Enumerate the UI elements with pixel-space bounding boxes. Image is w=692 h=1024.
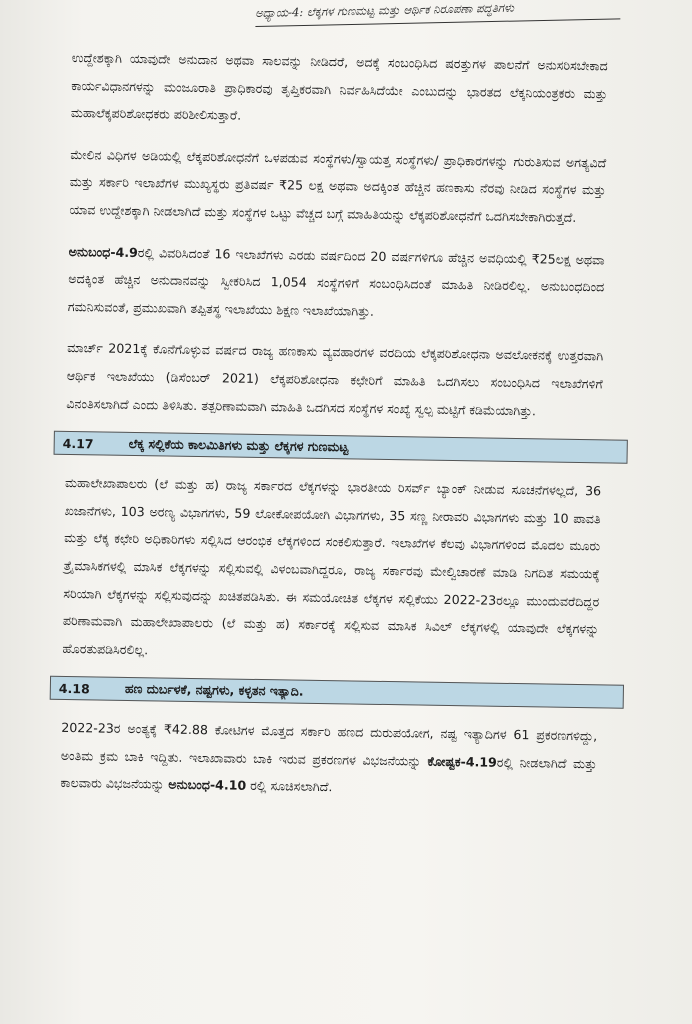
paragraph-3-text: ರಲ್ಲಿ ವಿವರಿಸಿದಂತೆ 16 ಇಲಾಖೆಗಳು ಎರಡು ವರ್ಷದಿಂದ 20 ವರ್ಷಗಳಿಗೂ ಹೆಚ್ಚಿನ ಅವಧಿಯಲ್ಲಿ ₹25ಲಕ್ಷ ಅಥವಾ ಅದಕ್ಕಿಂತ ಹೆಚ್ಚಿನ ಅನುದಾನವನ್ನು ಸ್ವೀಕರಿಸಿದ 1,054 ಸಂಸ್ಥೆಗಳಿಗೆ ಸಂಬಂಧಿಸಿದಂತೆ ಮಾಹಿತಿ ನೀಡಿರಲಿಲ್ಲ. ಅನುಬಂಧದಿಂದ ಗಮನಿಸುವಂತೆ, ಪ್ರಮುಖವಾಗಿ ತಪ್ಪಿತಸ್ಥ ಇಲಾಖೆಯು ಶಿಕ್ಷಣ ಇಲಾಖೆಯಾಗಿತ್ತು.: [67, 244, 605, 319]
section-heading-4-17: [54, 431, 628, 464]
annexure-ref-4-10: ಅನುಬಂಧ-4.10: [168, 777, 247, 794]
paragraph-6-text-a: 2022-23ರ ಅಂತ್ಯಕ್ಕೆ ₹42.88 ಕೋಟಿಗಳ ಮೊತ್ತದ ಸರ್ಕಾರಿ ಹಣದ ದುರುಪಯೋಗ, ನಷ್ಟ ಇತ್ಯಾದಿಗಳ 61 ಪ್ರಕರಣಗಳಿದ್ದು, ಅಂತಿಮ ಕ್ರಮ ಬಾಕಿ ಇದ್ದಿತು. ಇಲಾಖಾವಾರು ಬಾಕಿ ಇರುವ ಪ್ರಕರಣಗಳ ವಿಭಜನೆಯನ್ನು: [60, 720, 598, 769]
paragraph-4: ಮಾರ್ಚ್ 2021ಕ್ಕೆ ಕೊನೆಗೊಳ್ಳುವ ವರ್ಷದ ರಾಜ್ಯ ಹಣಕಾಸು ವ್ಯವಹಾರಗಳ ವರದಿಯ ಲೆಕ್ಕಪರಿಶೋಧನಾ ಅವಲೋಕನಕ್ಕೆ ಉತ್ತರವಾಗಿ ಆರ್ಥಿಕ ಇಲಾಖೆಯು (ಡಿಸೆಂಬರ್ 2021) ಲೆಕ್ಕಪರಿಶೋಧನಾ ಕಛೇರಿಗೆ ಮಾಹಿತಿ ಒದಗಿಸಲು ಸಂಬಂಧಿಸಿದ ಇಲಾಖೆಗಳಿಗೆ ವಿನಂತಿಸಲಾಗಿದೆ ಎಂದು ತಿಳಿಸಿತು. ತತ್ಪರಿಣಾಮವಾಗಿ ಮಾಹಿತಿ ಒದಗಿಸದ ಸಂಸ್ಥೆಗಳ ಸಂಖ್ಯೆ ಸ್ವಲ್ಪ ಮಟ್ಟಿಗೆ ಕಡಿಮೆಯಾಗಿತ್ತು.: [66, 340, 604, 418]
section-number: 4.18: [58, 680, 90, 697]
paragraph-2: ಮೇಲಿನ ವಿಧಿಗಳ ಅಡಿಯಲ್ಲಿ ಲೆಕ್ಕಪರಿಶೋಧನೆಗೆ ಒಳಪಡುವ ಸಂಸ್ಥೆಗಳು/ಸ್ವಾಯತ್ತ ಸಂಸ್ಥೆಗಳು/ ಪ್ರಾಧಿಕಾರಗಳನ್ನು ಗುರುತಿಸುವ ಅಗತ್ಯವಿದೆ ಮತ್ತು ಸರ್ಕಾರಿ ಇಲಾಖೆಗಳ ಮುಖ್ಯಸ್ಥರು ಪ್ರತಿವರ್ಷ ₹25 ಲಕ್ಷ ಅಥವಾ ಅದಕ್ಕಿಂತ ಹೆಚ್ಚಿನ ಹಣಕಾಸು ನೆರವು ನೀಡಿದ ಸಂಸ್ಥೆಗಳ ಮತ್ತು ಯಾವ ಉದ್ದೇಶಕ್ಕಾಗಿ ನೀಡಲಾಗಿದೆ ಮತ್ತು ಸಂಸ್ಥೆಗಳ ಒಟ್ಟು ವೆಚ್ಚದ ಬಗ್ಗೆ ಮಾಹಿತಿಯನ್ನು ಲೆಕ್ಕಪರಿಶೋಧನೆಗೆ ಒದಗಿಸಬೇಕಾಗಿರುತ್ತದೆ.: [69, 146, 607, 225]
running-header: ಅಧ್ಯಾಯ-4: ಲೆಕ್ಕಗಳ ಗುಣಮಟ್ಟ ಮತ್ತು ಆರ್ಥಿಕ ನಿರೂಪಣಾ ಪದ್ಧತಿಗಳು: [255, 0, 620, 27]
section-heading-4-18: [50, 676, 624, 709]
paragraph-5: ಮಹಾಲೇಖಾಪಾಲರು (ಲೆ ಮತ್ತು ಹ) ರಾಜ್ಯ ಸರ್ಕಾರದ ಲೆಕ್ಕಗಳನ್ನು ಭಾರತೀಯ ರಿಸರ್ವ್ ಬ್ಯಾಂಕ್ ನೀಡುವ ಸೂಚನೆಗಳಲ್ಲದೆ, 36 ಖಜಾನೆಗಳು, 103 ಅರಣ್ಯ ವಿಭಾಗಗಳು, 59 ಲೋಕೋಪಯೋಗಿ ವಿಭಾಗಗಳು, 35 ಸಣ್ಣ ನೀರಾವರಿ ವಿಭಾಗಗಳು ಮತ್ತು 10 ಪಾವತಿ ಮತ್ತು ಲೆಕ್ಕ ಕಛೇರಿ ಅಧಿಕಾರಿಗಳು ಸಲ್ಲಿಸಿದ ಆರಂಭಿಕ ಲೆಕ್ಕಗಳಿಂದ ಸಂಕಲಿಸುತ್ತಾರೆ. ಇಲಾಖೆಗಳ ಕೆಲವು ವಿಭಾಗಗಳಿಂದ ಮೊದಲ ಮೂರು ತ್ರೈಮಾಸಿಕಗಳಲ್ಲಿ ಮಾಸಿಕ ಲೆಕ್ಕಗಳನ್ನು ಸಲ್ಲಿಸುವಲ್ಲಿ ವಿಳಂಬವಾಗಿದ್ದರೂ, ರಾಜ್ಯ ಸರ್ಕಾರವು ಮೇಲ್ವಿಚಾರಣೆ ಮಾಡಿ ನಿಗದಿತ ಸಮಯಕ್ಕೆ ಸರಿಯಾಗಿ ಲೆಕ್ಕಗಳನ್ನು ಸಲ್ಲಿಸುವುದನ್ನು ಖಚಿತಪಡಿಸಿತು. ಈ ಸಮಯೋಚಿತ ಲೆಕ್ಕಗಳ ಸಲ್ಲಿಕೆಯು 2022-23ರಲ್ಲೂ ಮುಂದುವರೆದಿದ್ದರ ಪರಿಣಾಮವಾಗಿ ಮಹಾಲೇಖಾಪಾಲರು (ಲೆ ಮತ್ತು ಹ) ಸರ್ಕಾರಕ್ಕೆ ಸಲ್ಲಿಸುವ ಮಾಸಿಕ ಸಿವಿಲ್ ಲೆಕ್ಕಗಳಲ್ಲಿ ಯಾವುದೇ ಲೆಕ್ಕಗಳನ್ನು ಹೊರತುಪಡಿಸಿರಲಿಲ್ಲ.: [62, 475, 602, 657]
section-title: ಹಣ ದುರ್ಬಳಕೆ, ನಷ್ಟಗಳು, ಕಳ್ಳತನ ಇತ್ಯಾದಿ.: [124, 681, 304, 699]
page-body: [60, 44, 608, 819]
paragraph-6-text-c: ರಲ್ಲಿ ಸೂಚಿಸಲಾಗಿದೆ.: [246, 778, 333, 795]
paragraph-1: ಉದ್ದೇಶಕ್ಕಾಗಿ ಯಾವುದೇ ಅನುದಾನ ಅಥವಾ ಸಾಲವನ್ನು ನೀಡಿದರೆ, ಅದಕ್ಕೆ ಸಂಬಂಧಿಸಿದ ಷರತ್ತುಗಳ ಪಾಲನೆಗೆ ಅನುಸರಿಸಬೇಕಾದ ಕಾರ್ಯವಿಧಾನಗಳನ್ನು ಮಂಜೂರಾತಿ ಪ್ರಾಧಿಕಾರವು ತೃಪ್ತಿಕರವಾಗಿ ನಿರ್ವಹಿಸಿದೆಯೇ ಎಂಬುದನ್ನು ಭಾರತದ ಲೆಕ್ಕನಿಯಂತ್ರಕರು ಮತ್ತು ಮಹಾಲೆಕ್ಕಪರಿಶೋಧಕರು ಪರಿಶೀಲಿಸುತ್ತಾರೆ.: [70, 49, 608, 123]
section-number: 4.17: [62, 435, 94, 452]
paragraph-6-text-b: ರಲ್ಲಿ ನೀಡಲಾಗಿದೆ ಮತ್ತು ಕಾಲವಾರು ವಿಭಜನೆಯನ್ನು: [60, 754, 597, 793]
section-title: ಲೆಕ್ಕ ಸಲ್ಲಿಕೆಯ ಕಾಲಮಿತಿಗಳು ಮತ್ತು ಲೆಕ್ಕಗಳ ಗುಣಮಟ್ಟ: [128, 436, 349, 455]
annexure-ref-4-9: ಅನುಬಂಧ-4.9: [68, 243, 138, 260]
paragraph-3: [68, 238, 605, 329]
table-ref-4-19: ಕೋಷ್ಟಕ-4.19: [427, 753, 497, 770]
paragraph-6: [60, 714, 597, 805]
